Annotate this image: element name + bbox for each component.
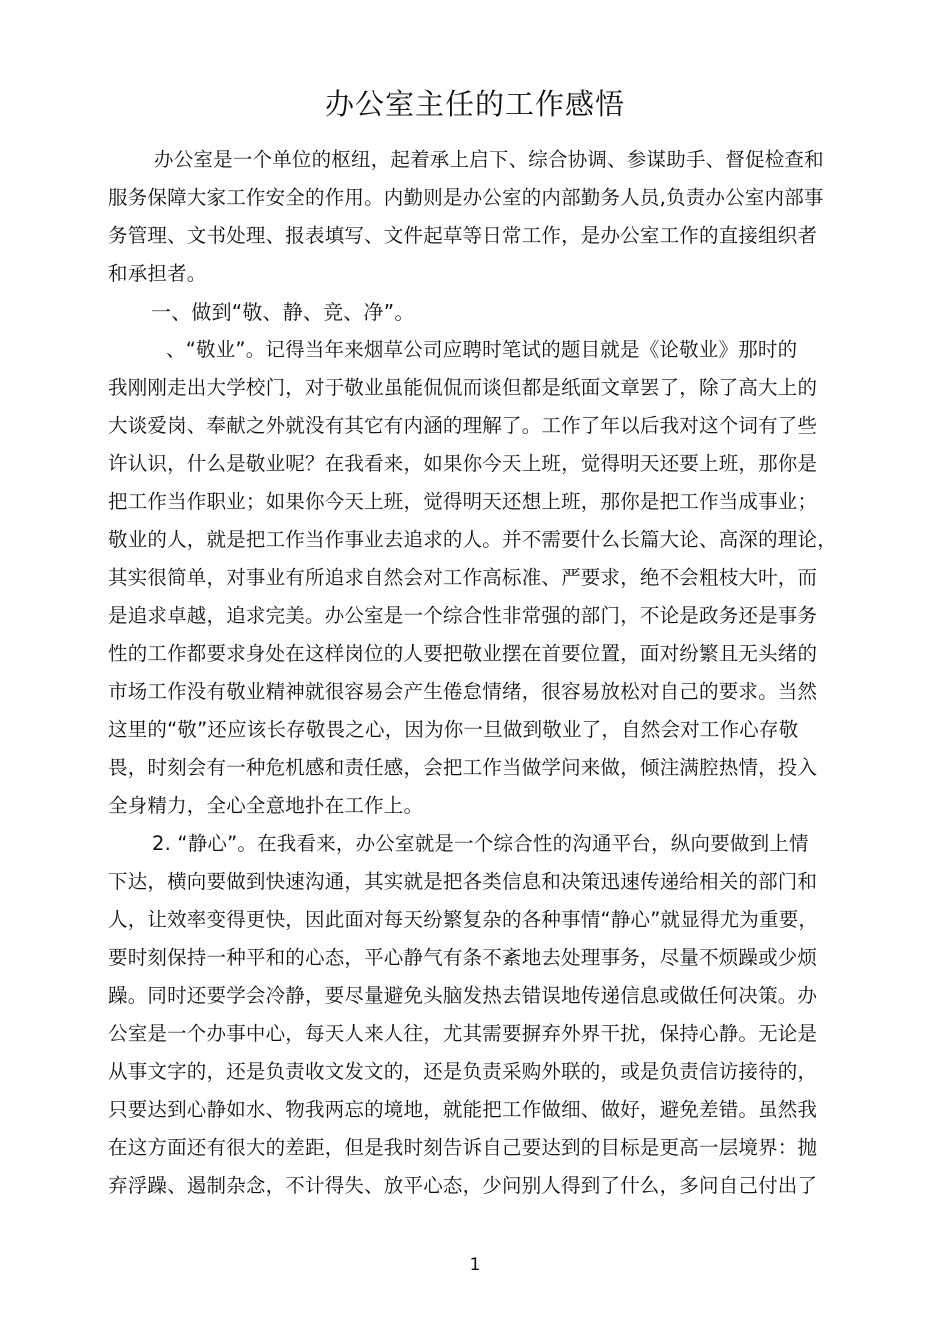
document-title: 办公室主任的工作感悟 — [324, 87, 625, 121]
jingxin-line: 只要达到心静如水、物我两忘的境地，就能把工作做细、做好，避免差错。虽然我 — [108, 1098, 818, 1121]
jingxin-line: 躁。同时还要学会冷静，要尽量避免头脑发热去错误地传递信息或做任何决策。办 — [108, 984, 818, 1007]
jingye-line: 其实很简单，对事业有所追求自然会对工作高标准、严要求，绝不会粗枝大叶，而 — [108, 566, 818, 589]
jingxin-line: 要时刻保持一种平和的心态，平心静气有条不紊地去处理事务，尽量不烦躁或少烦 — [108, 946, 818, 969]
jingxin-line: 弃浮躁、遏制杂念，不计得失、放平心态，少问别人得到了什么，多问自己付出了 — [108, 1174, 818, 1197]
jingye-line: 性的工作都要求身处在这样岗位的人要把敬业摆在首要位置，面对纷繁且无头绪的 — [108, 642, 818, 665]
intro-line: 和承担者。 — [108, 262, 207, 285]
jingye-line: 是追求卓越，追求完美。办公室是一个综合性非常强的部门，不论是政务还是事务 — [108, 604, 818, 627]
intro-line: 办公室是一个单位的枢纽，起着承上启下、综合协调、参谋助手、督促检查和 — [154, 148, 824, 171]
jingye-line: 市场工作没有敬业精神就很容易会产生倦怠情绪，很容易放松对自己的要求。当然 — [108, 680, 818, 703]
jingye-line: 敬业的人，就是把工作当作事业去追求的人。并不需要什么长篇大论、高深的理论， — [108, 528, 837, 551]
intro-line: 务管理、文书处理、报表填写、文件起草等日常工作，是办公室工作的直接组织者 — [108, 224, 818, 247]
jingye-line: 把工作当作职业；如果你今天上班，觉得明天还想上班，那你是把工作当成事业； — [108, 490, 818, 513]
jingye-line: 大谈爱岗、奉献之外就没有其它有内涵的理解了。工作了年以后我对这个词有了些 — [108, 414, 818, 437]
jingye-line: 、“敬业”。记得当年来烟草公司应聘时笔试的题目就是《论敬业》那时的 — [166, 338, 798, 361]
jingye-line: 我刚刚走出大学校门，对于敬业虽能侃侃而谈但都是纸面文章罢了，除了高大上的 — [108, 376, 818, 399]
section-heading: 一、做到“敬、静、竞、净”。 — [151, 300, 415, 324]
intro-line: 服务保障大家工作安全的作用。内勤则是办公室的内部勤务人员,负责办公室内部事 — [108, 186, 824, 209]
jingxin-line: 公室是一个办事中心，每天人来人往，尤其需要摒弃外界干扰，保持心静。无论是 — [108, 1022, 818, 1045]
jingxin-line: 在这方面还有很大的差距，但是我时刻告诉自己要达到的目标是更高一层境界：抛 — [108, 1136, 818, 1159]
jingye-line: 许认识，什么是敬业呢？在我看来，如果你今天上班，觉得明天还要上班，那你是 — [108, 452, 818, 475]
jingye-line: 畏，时刻会有一种危机感和责任感，会把工作当做学问来做，倾注满腔热情，投入 — [108, 756, 818, 779]
jingxin-line: 从事文字的，还是负责收文发文的，还是负责采购外联的，或是负责信访接待的， — [108, 1060, 818, 1083]
jingye-line: 这里的“敬”还应该长存敬畏之心，因为你一旦做到敬业了，自然会对工作心存敬 — [108, 718, 799, 741]
page-number: 1 — [469, 1255, 481, 1275]
jingye-line: 全身精力，全心全意地扑在工作上。 — [108, 794, 424, 817]
jingxin-line: 人，让效率变得更快，因此面对每天纷繁复杂的各种事情“静心”就显得尤为重要， — [108, 908, 819, 931]
jingxin-line: 2. “静心”。在我看来，办公室就是一个综合性的沟通平台，纵向要做到上情 — [152, 832, 809, 855]
jingxin-line: 下达，横向要做到快速沟通，其实就是把各类信息和决策迅速传递给相关的部门和 — [108, 870, 818, 893]
